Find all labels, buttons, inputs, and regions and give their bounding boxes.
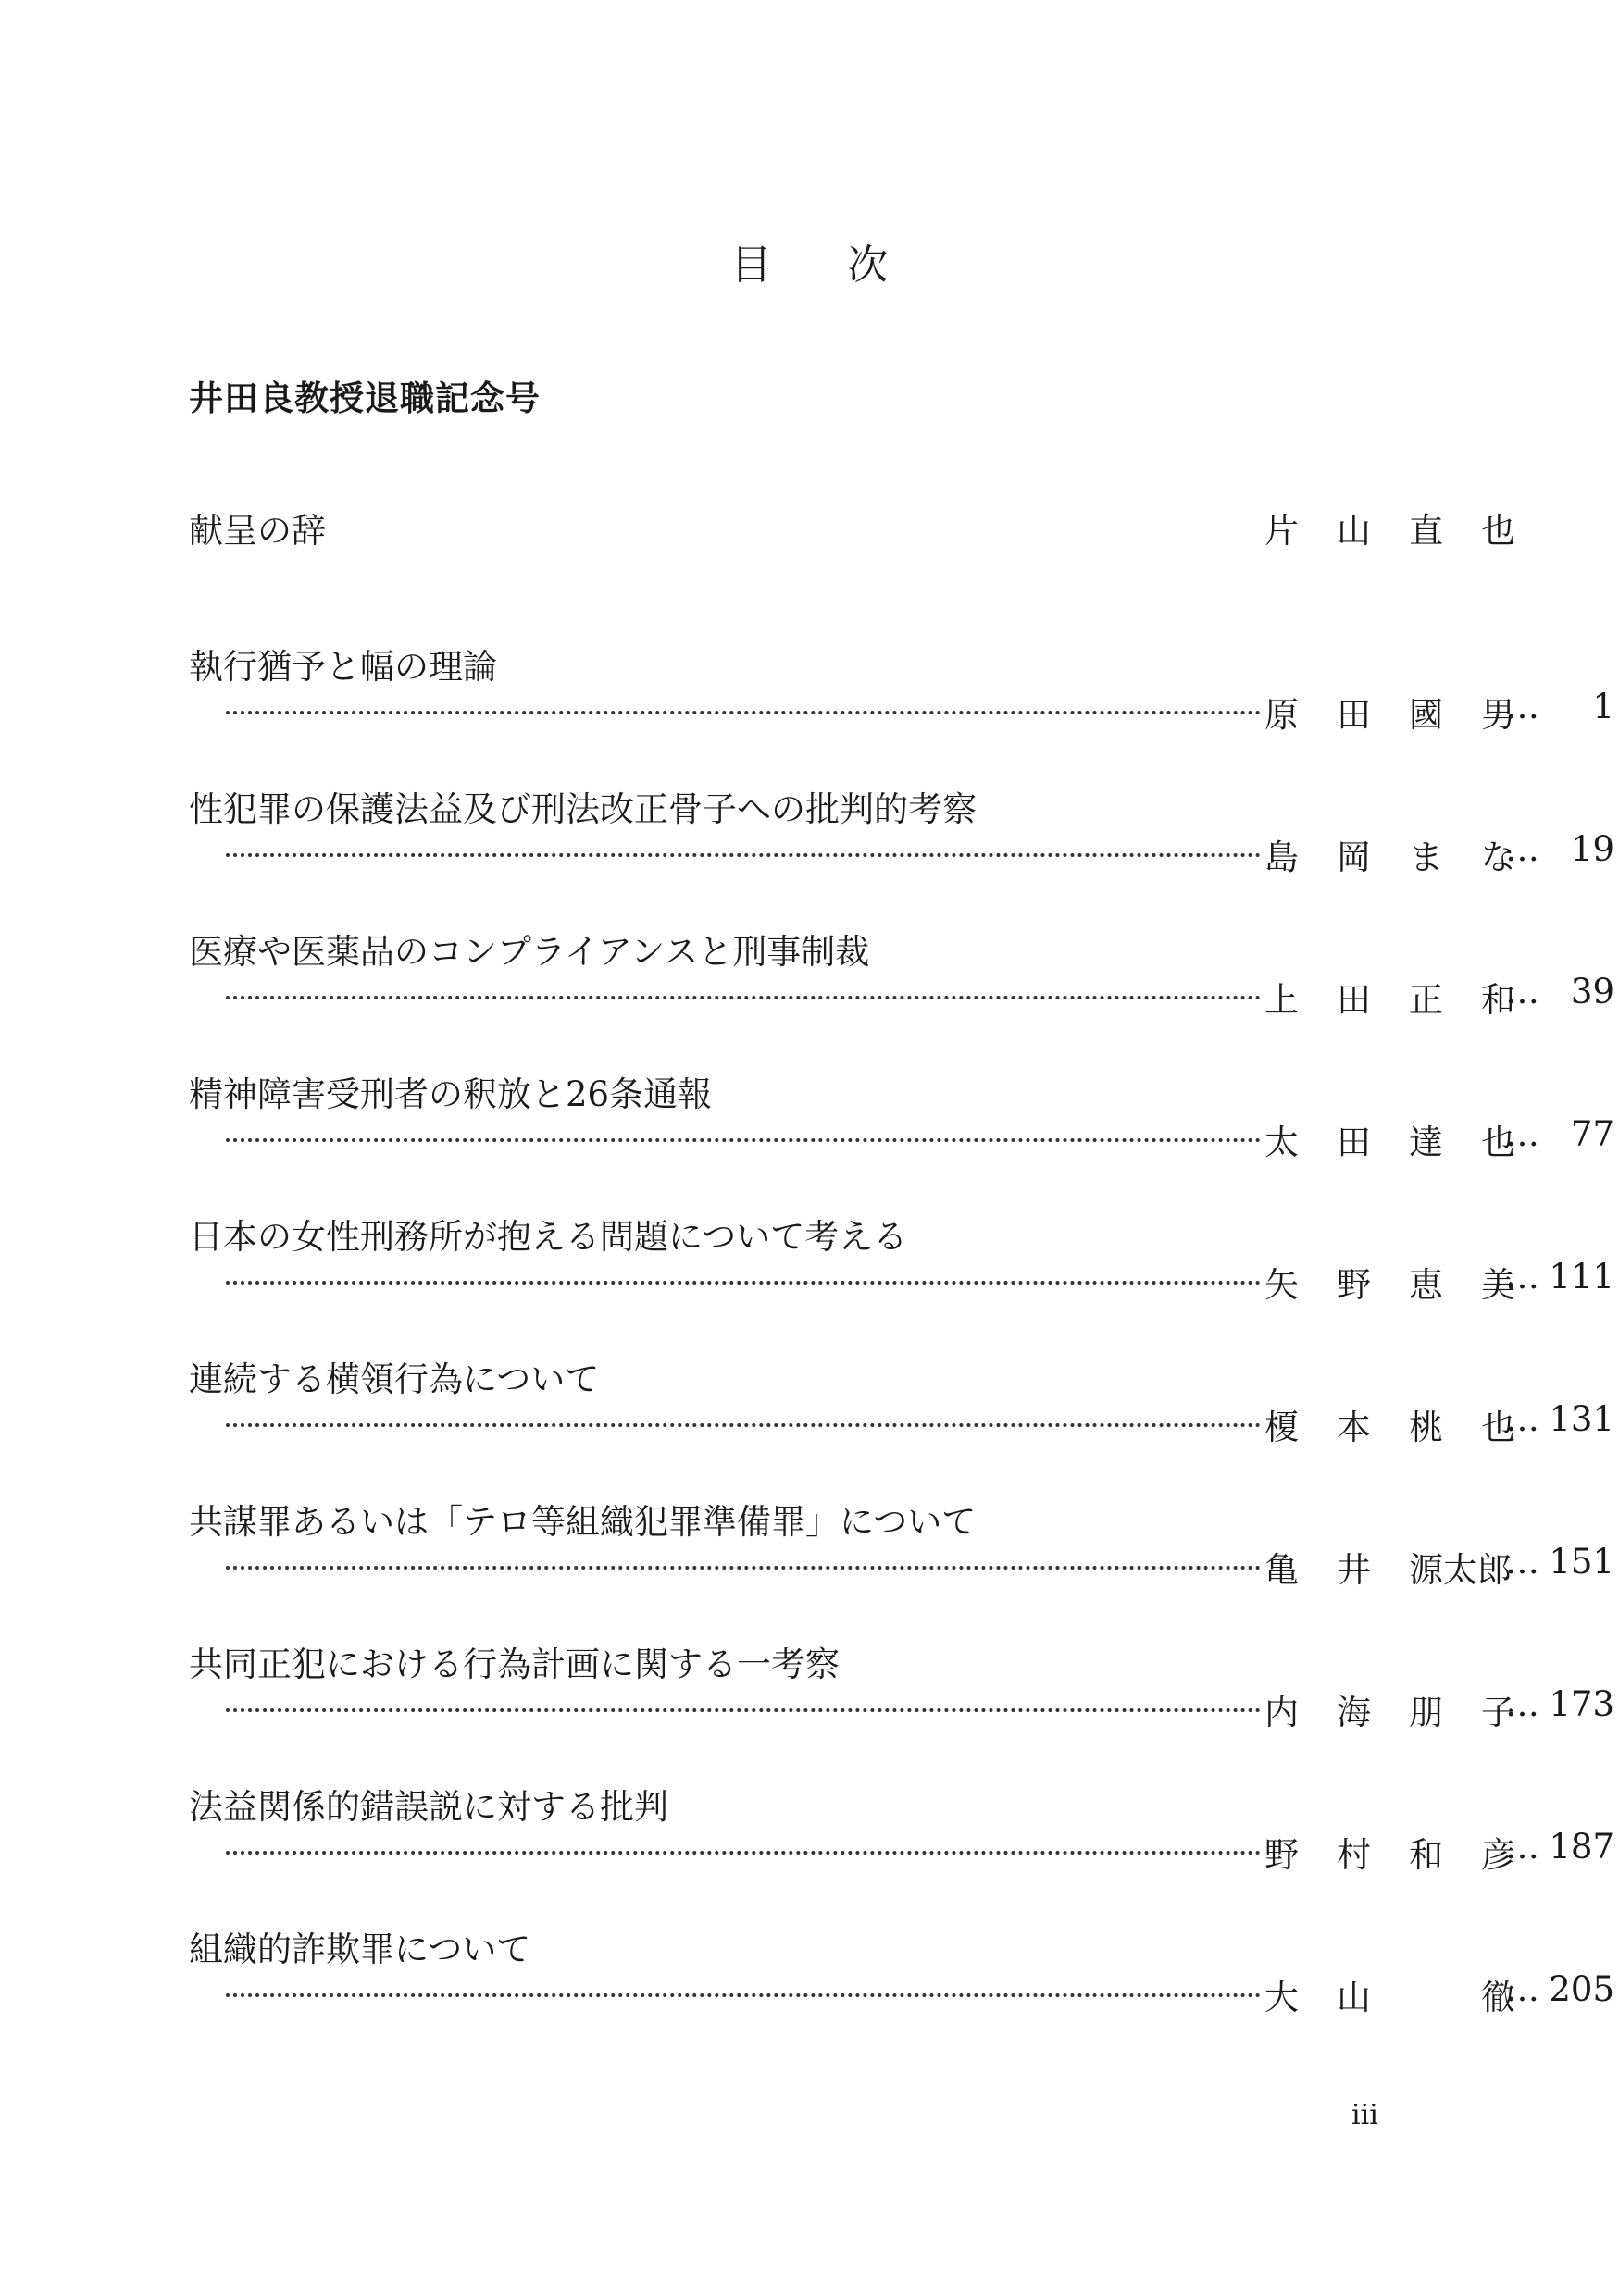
entry-author <box>1264 829 1524 875</box>
entry-line <box>189 1684 1614 1732</box>
author-char: 也 <box>1481 1408 1515 1447</box>
toc-entries <box>189 639 1614 2064</box>
dot-leader <box>226 1851 1261 1855</box>
leader-trail: … <box>1505 1969 1539 2009</box>
author-char: 内 <box>1264 1693 1299 1732</box>
leader-trail: … <box>1505 1114 1539 1154</box>
author-char: 恵 <box>1409 1265 1443 1305</box>
leader-trail: … <box>1505 1257 1539 1297</box>
author-char: 野 <box>1337 1265 1371 1305</box>
entry-author <box>1264 1827 1524 1873</box>
author-char: 和 <box>1481 980 1515 1020</box>
entry-line <box>189 1114 1614 1162</box>
entry-title: 組織的詐欺罪について <box>189 1930 531 1969</box>
author-char: 彦 <box>1481 1835 1515 1875</box>
entry-title: 共同正犯における行為計画に関する一考察 <box>189 1644 840 1684</box>
page-folio: iii <box>1351 2099 1378 2131</box>
entry-author <box>1264 1542 1524 1588</box>
entry-title: 法益関係的錯誤説に対する批判 <box>189 1787 668 1827</box>
entry-author <box>1264 1684 1524 1731</box>
entry-title: 共謀罪あるいは「テロ等組織犯罪準備罪」について <box>189 1502 977 1542</box>
entry-line <box>189 1257 1614 1305</box>
leader-trail: … <box>1505 687 1539 726</box>
dot-leader <box>226 853 1261 857</box>
entry-author <box>1264 1969 1524 2016</box>
author-char: 海 <box>1337 1693 1371 1732</box>
page-title: 目 次 <box>730 242 920 289</box>
author-char: 徹 <box>1481 1978 1515 2017</box>
entry-title: 日本の女性刑務所が抱える問題について考える <box>189 1217 908 1257</box>
author-char: 亀 <box>1264 1550 1299 1590</box>
entry-page-number: 77 <box>1570 1114 1614 1154</box>
dot-leader <box>226 1993 1261 1997</box>
author-char: 原 <box>1264 695 1299 735</box>
toc-entry <box>189 1351 1614 1494</box>
dot-leader <box>226 711 1261 714</box>
entry-title: 医療や医薬品のコンプライアンスと刑事制裁 <box>189 932 870 972</box>
entry-page-number: 173 <box>1549 1684 1614 1724</box>
leader-trail: … <box>1505 1684 1539 1724</box>
author-char: 男 <box>1481 695 1515 735</box>
author-char: 田 <box>1337 695 1371 735</box>
author-char: 片 <box>1264 511 1299 551</box>
toc-entry <box>189 1066 1614 1209</box>
author-char: 正 <box>1409 980 1443 1020</box>
author-char: 和 <box>1409 1835 1443 1875</box>
leader-trail: … <box>1505 1827 1539 1867</box>
author-char: 大 <box>1264 1978 1299 2017</box>
toc-entry <box>189 639 1614 781</box>
leader-trail: … <box>1505 1542 1539 1582</box>
entry-author <box>1264 972 1524 1018</box>
dot-leader <box>226 996 1261 999</box>
author-char: 朋 <box>1409 1693 1443 1732</box>
author-char: 源太郎 <box>1409 1550 1512 1590</box>
toc-entry <box>189 781 1614 924</box>
toc-entry <box>189 1494 1614 1636</box>
author-char: 矢 <box>1264 1265 1299 1305</box>
dot-leader <box>226 1423 1261 1427</box>
author-char: 山 <box>1337 511 1371 551</box>
dedication-entry <box>189 503 1515 551</box>
toc-entry <box>189 1209 1614 1351</box>
entry-line <box>189 1542 1614 1590</box>
author-char: な <box>1481 838 1515 877</box>
entry-line <box>189 687 1614 735</box>
entry-author <box>1264 687 1524 733</box>
entry-title: 執行猶予と幅の理論 <box>189 647 497 687</box>
author-char: 岡 <box>1337 838 1371 877</box>
author-char: 美 <box>1481 1265 1515 1305</box>
entry-title: 精神障害受刑者の釈放と26条通報 <box>189 1074 713 1114</box>
entry-author <box>1264 1399 1524 1446</box>
author-char: 子 <box>1481 1693 1515 1732</box>
author-char: 直 <box>1409 511 1443 551</box>
author-char: 榎 <box>1264 1408 1299 1447</box>
dedication-author <box>1264 503 1524 549</box>
toc-entry <box>189 1779 1614 1921</box>
entry-line <box>189 829 1614 877</box>
entry-page-number: 111 <box>1549 1257 1614 1297</box>
entry-page-number: 131 <box>1549 1399 1614 1439</box>
dot-leader <box>226 1138 1261 1142</box>
author-char: 也 <box>1481 511 1515 551</box>
entry-author <box>1264 1257 1524 1303</box>
author-char: 井 <box>1337 1550 1371 1590</box>
entry-page-number: 39 <box>1570 972 1614 1011</box>
entry-page-number: 1 <box>1592 687 1614 726</box>
toc-entry <box>189 1921 1614 2064</box>
leader-trail: … <box>1505 1399 1539 1439</box>
leader-trail: … <box>1505 972 1539 1011</box>
author-char: ま <box>1409 838 1443 877</box>
toc-entry <box>189 924 1614 1066</box>
entry-title: 連続する横領行為について <box>189 1359 600 1399</box>
author-char: 山 <box>1337 1978 1371 2017</box>
author-char: 達 <box>1409 1123 1443 1162</box>
section-heading: 井田良教授退職記念号 <box>189 379 541 418</box>
entry-line <box>189 1969 1614 2017</box>
author-char: 村 <box>1337 1835 1371 1875</box>
author-char: 野 <box>1264 1835 1299 1875</box>
leader-trail: … <box>1505 829 1539 869</box>
author-char: 桃 <box>1409 1408 1443 1447</box>
dedication-title: 献呈の辞 <box>189 511 326 551</box>
author-char: 也 <box>1481 1123 1515 1162</box>
author-char: 上 <box>1264 980 1299 1020</box>
dot-leader <box>226 1708 1261 1712</box>
author-char: 太 <box>1264 1123 1299 1162</box>
entry-line <box>189 1399 1614 1447</box>
author-char: 國 <box>1409 695 1443 735</box>
entry-title: 性犯罪の保護法益及び刑法改正骨子への批判的考察 <box>189 789 977 829</box>
entry-page-number: 19 <box>1570 829 1614 869</box>
author-char: 島 <box>1264 838 1299 877</box>
author-char: 田 <box>1337 980 1371 1020</box>
dot-leader <box>226 1281 1261 1285</box>
entry-page-number: 151 <box>1549 1542 1614 1582</box>
author-char: 田 <box>1337 1123 1371 1162</box>
dot-leader <box>226 1566 1261 1570</box>
toc-entry <box>189 1636 1614 1779</box>
entry-line <box>189 972 1614 1020</box>
author-char: 本 <box>1337 1408 1371 1447</box>
entry-page-number: 187 <box>1549 1827 1614 1867</box>
entry-author <box>1264 1114 1524 1160</box>
entry-page-number: 205 <box>1549 1969 1614 2009</box>
entry-line <box>189 1827 1614 1875</box>
